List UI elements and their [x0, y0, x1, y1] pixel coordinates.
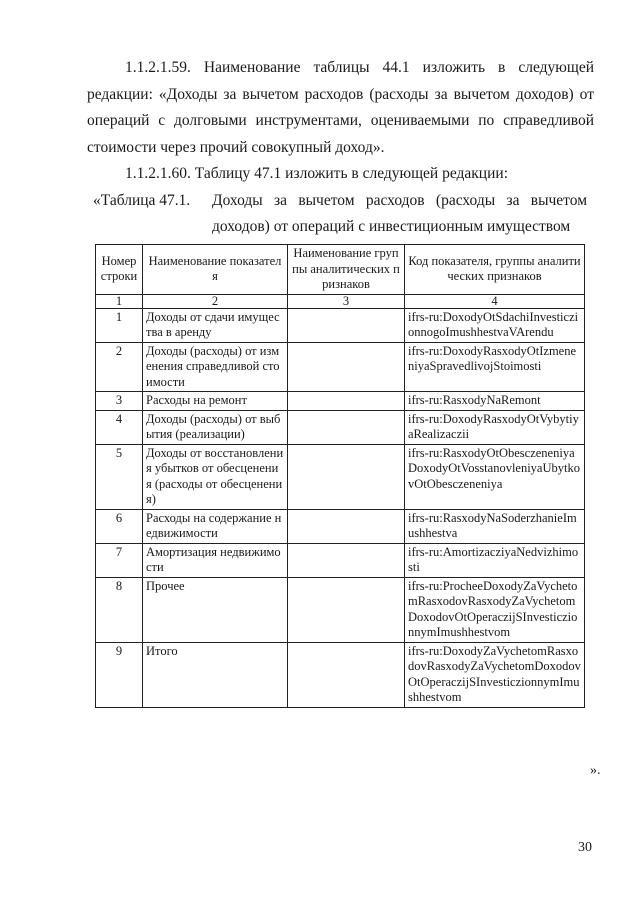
table-row: [96, 342, 585, 392]
indicator-code-cell: ifrs-ru:RasxodyNaRemont: [405, 392, 585, 411]
paragraph-60: 1.1.2.1.60. Таблицу 47.1 изложить в следующей редакции:: [125, 165, 508, 182]
indicator-code-cell: ifrs-ru:DoxodyZaVychetomRasxodovRasxodyZaVychetomDoxodovOtOperaczijSInvesticzionnymImushhestvom: [405, 642, 585, 707]
indicator-code-cell: ifrs-ru:AmortizacziyaNedvizhimosti: [405, 543, 585, 577]
group-name-cell: [288, 543, 405, 577]
table-row: [96, 577, 585, 642]
indicator-name-cell: Расходы на содержание недвижимости: [143, 509, 288, 543]
row-number-cell: 1: [96, 308, 143, 342]
table-row: [96, 543, 585, 577]
indicator-code-cell: ifrs-ru:RasxodyOtObesczeneniyaDoxodyOtVosstanovleniyaUbytkovOtObesczeneniya: [405, 444, 585, 509]
indicator-name-cell: Доходы (расходы) от выбытия (реализации): [143, 410, 288, 444]
indicator-code-cell: ifrs-ru:DoxodyRasxodyOtIzmeneniyaSpravedlivojStoimosti: [405, 342, 585, 392]
indicator-code-cell: ifrs-ru:RasxodyNaSoderzhanieImushhestva: [405, 509, 585, 543]
group-name-cell: [288, 642, 405, 707]
table-row: [96, 392, 585, 411]
indicator-code-cell: ifrs-ru:DoxodyRasxodyOtVybytiyaRealizaczii: [405, 410, 585, 444]
column-number: 3: [288, 294, 405, 308]
closing-quote: ».: [590, 763, 601, 778]
group-name-cell: [288, 392, 405, 411]
table-caption-line-1: Доходы за вычетом расходов (расходы за вычетом: [212, 192, 587, 209]
table-header-row: [96, 245, 585, 295]
page-number: 30: [578, 840, 592, 855]
column-number: 2: [143, 294, 288, 308]
indicator-name-cell: Расходы на ремонт: [143, 392, 288, 411]
column-number: 1: [96, 294, 143, 308]
column-numbers-row: [96, 294, 585, 308]
indicator-name-cell: Итого: [143, 642, 288, 707]
header-group-name: Наименование группы аналитических признаков: [288, 245, 405, 295]
indicator-name-cell: Доходы от сдачи имущества в аренду: [143, 308, 288, 342]
group-name-cell: [288, 444, 405, 509]
row-number-cell: 7: [96, 543, 143, 577]
indicator-name-cell: Прочее: [143, 577, 288, 642]
group-name-cell: [288, 308, 405, 342]
header-row-number: Номер строки: [96, 245, 143, 295]
header-code: Код показателя, группы аналитических признаков: [405, 245, 585, 295]
indicator-code-cell: ifrs-ru:DoxodyOtSdachiInvesticzionnogoImushhestvaVArendu: [405, 308, 585, 342]
indicator-name-cell: Амортизация недвижимости: [143, 543, 288, 577]
row-number-cell: 3: [96, 392, 143, 411]
row-number-cell: 8: [96, 577, 143, 642]
indicator-name-cell: Доходы от восстановления убытков от обесценения (расходы от обесценения): [143, 444, 288, 509]
group-name-cell: [288, 410, 405, 444]
indicator-name-cell: Доходы (расходы) от изменения справедливой стоимости: [143, 342, 288, 392]
table-row: [96, 642, 585, 707]
table-caption-label: «Таблица 47.1.: [93, 192, 191, 209]
indicator-code-cell: ifrs-ru:ProcheeDoxodyZaVychetomRasxodovRasxodyZaVychetomDoxodovOtOperaczijSInvesticzionnymImushhestvom: [405, 577, 585, 642]
header-indicator-name: Наименование показателя: [143, 245, 288, 295]
row-number-cell: 4: [96, 410, 143, 444]
row-number-cell: 9: [96, 642, 143, 707]
row-number-cell: 2: [96, 342, 143, 392]
table-row: [96, 308, 585, 342]
row-number-cell: 6: [96, 509, 143, 543]
row-number-cell: 5: [96, 444, 143, 509]
group-name-cell: [288, 342, 405, 392]
group-name-cell: [288, 509, 405, 543]
paragraph-59: 1.1.2.1.59. Наименование таблицы 44.1 изложить в следующей редакции: «Доходы за вычетом расходов (расходы за вычетом доходов) от операций с долговыми инструментами, оцениваемыми по справедливой стоимости через прочий совокупный доход».: [87, 59, 594, 156]
table-row: [96, 509, 585, 543]
table-row: [96, 444, 585, 509]
indicators-table: [95, 244, 585, 708]
group-name-cell: [288, 577, 405, 642]
table-caption-line-2: доходов) от операций с инвестиционным имуществом: [212, 218, 571, 235]
column-number: 4: [405, 294, 585, 308]
table-row: [96, 410, 585, 444]
